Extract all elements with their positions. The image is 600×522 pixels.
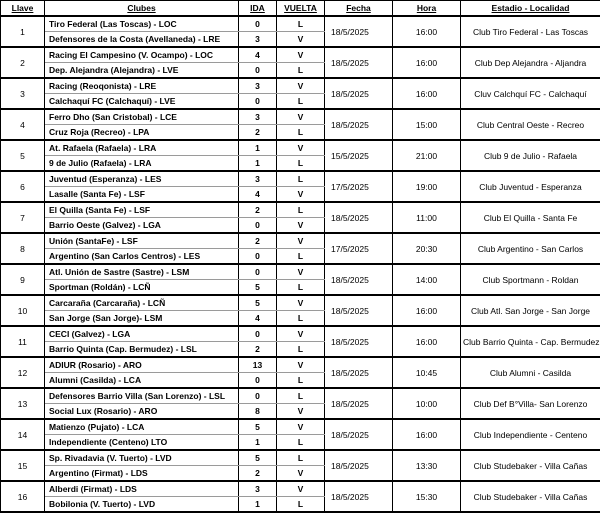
ida-score: 4 [239,187,277,203]
match-date: 18/5/2025 [325,388,393,419]
match-date: 18/5/2025 [325,326,393,357]
stadium-location: Club Studebaker - Villa Cañas [461,450,600,481]
ida-score: 3 [239,78,277,94]
match-time: 10:00 [393,388,461,419]
team-name: Bobilonia (V. Tuerto) - LVD [45,497,239,513]
vuelta-condition: V [277,187,325,203]
llave-number: 4 [1,109,45,140]
ida-score: 4 [239,311,277,327]
ida-score: 3 [239,109,277,125]
vuelta-condition: L [277,342,325,358]
header-row [1,1,600,17]
stadium-location: Club Central Oeste - Recreo [461,109,600,140]
team-name: Alumni (Casilda) - LCA [45,373,239,389]
team-name: Cruz Roja (Recreo) - LPA [45,125,239,141]
team-name: Racing El Campesino (V. Ocampo) - LOC [45,47,239,63]
match-row-home [1,171,600,187]
vuelta-condition: V [277,466,325,482]
ida-score: 0 [239,326,277,342]
llave-number: 16 [1,481,45,512]
stadium-location: Club Tiro Federal - Las Toscas [461,16,600,47]
vuelta-condition: V [277,419,325,435]
vuelta-condition: L [277,280,325,296]
ida-score: 5 [239,295,277,311]
stadium-location: Club Def B°Villa- San Lorenzo [461,388,600,419]
llave-number: 13 [1,388,45,419]
stadium-location: Club Studebaker - Villa Cañas [461,481,600,512]
match-row-home [1,109,600,125]
ida-score: 3 [239,32,277,48]
match-row-home [1,326,600,342]
vuelta-condition: L [277,156,325,172]
team-name: Sp. Rivadavia (V. Tuerto) - LVD [45,450,239,466]
llave-number: 15 [1,450,45,481]
match-time: 16:00 [393,78,461,109]
ida-score: 0 [239,63,277,79]
match-row-home [1,16,600,32]
stadium-location: Club Argentino - San Carlos [461,233,600,264]
match-row-home [1,295,600,311]
vuelta-condition: L [277,450,325,466]
match-time: 15:30 [393,481,461,512]
llave-number: 5 [1,140,45,171]
vuelta-condition: L [277,202,325,218]
ida-score: 0 [239,218,277,234]
match-row-home [1,450,600,466]
team-name: ADIUR (Rosario) - ARO [45,357,239,373]
ida-score: 5 [239,419,277,435]
vuelta-condition: L [277,16,325,32]
match-date: 15/5/2025 [325,140,393,171]
vuelta-condition: L [277,435,325,451]
ida-score: 1 [239,497,277,513]
vuelta-condition: L [277,373,325,389]
header-clubes: Clubes [45,1,239,17]
fixture-body [1,16,600,512]
vuelta-condition: V [277,218,325,234]
match-row-home [1,357,600,373]
match-row-home [1,47,600,63]
stadium-location: Club Sportmann - Roldan [461,264,600,295]
match-row-home [1,233,600,249]
team-name: Unión (SantaFe) - LSF [45,233,239,249]
llave-number: 12 [1,357,45,388]
ida-score: 1 [239,435,277,451]
match-time: 19:00 [393,171,461,202]
ida-score: 2 [239,466,277,482]
match-date: 18/5/2025 [325,109,393,140]
vuelta-condition: L [277,63,325,79]
vuelta-condition: L [277,311,325,327]
stadium-location: Club Atl. San Jorge - San Jorge [461,295,600,326]
llave-number: 9 [1,264,45,295]
match-time: 16:00 [393,47,461,78]
ida-score: 1 [239,140,277,156]
match-date: 17/5/2025 [325,171,393,202]
match-date: 18/5/2025 [325,47,393,78]
ida-score: 0 [239,373,277,389]
team-name: Racing (Reoqonista) - LRE [45,78,239,94]
ida-score: 3 [239,171,277,187]
vuelta-condition: V [277,78,325,94]
match-time: 14:00 [393,264,461,295]
match-time: 13:30 [393,450,461,481]
match-date: 18/5/2025 [325,419,393,450]
match-date: 18/5/2025 [325,202,393,233]
llave-number: 3 [1,78,45,109]
ida-score: 0 [239,249,277,265]
vuelta-condition: V [277,264,325,280]
llave-number: 10 [1,295,45,326]
team-name: Dep. Alejandra (Alejandra) - LVE [45,63,239,79]
match-time: 21:00 [393,140,461,171]
match-row-home [1,202,600,218]
vuelta-condition: V [277,295,325,311]
vuelta-condition: V [277,233,325,249]
match-row-home [1,419,600,435]
match-time: 16:00 [393,326,461,357]
stadium-location: Club Juventud - Esperanza [461,171,600,202]
stadium-location: Club El Quilla - Santa Fe [461,202,600,233]
match-date: 17/5/2025 [325,233,393,264]
match-date: 18/5/2025 [325,295,393,326]
ida-score: 0 [239,16,277,32]
llave-number: 11 [1,326,45,357]
team-name: Matienzo (Pujato) - LCA [45,419,239,435]
ida-score: 2 [239,342,277,358]
ida-score: 5 [239,280,277,296]
team-name: Sportman (Roldán) - LCÑ [45,280,239,296]
header-hora: Hora [393,1,461,17]
match-time: 11:00 [393,202,461,233]
team-name: San Jorge (San Jorge)- LSM [45,311,239,327]
llave-number: 1 [1,16,45,47]
vuelta-condition: V [277,357,325,373]
llave-number: 2 [1,47,45,78]
team-name: Independiente (Centeno) LTO [45,435,239,451]
match-row-home [1,388,600,404]
match-time: 15:00 [393,109,461,140]
ida-score: 2 [239,202,277,218]
match-time: 16:00 [393,295,461,326]
team-name: Tiro Federal (Las Toscas) - LOC [45,16,239,32]
stadium-location: Club Independiente - Centeno [461,419,600,450]
team-name: At. Rafaela (Rafaela) - LRA [45,140,239,156]
match-date: 18/5/2025 [325,264,393,295]
team-name: Social Lux (Rosario) - ARO [45,404,239,420]
match-row-home [1,140,600,156]
llave-number: 7 [1,202,45,233]
team-name: 9 de Julio (Rafaela) - LRA [45,156,239,172]
match-date: 18/5/2025 [325,481,393,512]
match-row-home [1,264,600,280]
header-fecha: Fecha [325,1,393,17]
ida-score: 0 [239,388,277,404]
vuelta-condition: L [277,125,325,141]
vuelta-condition: V [277,47,325,63]
match-time: 10:45 [393,357,461,388]
ida-score: 0 [239,264,277,280]
header-ida: IDA [239,1,277,17]
team-name: Argentino (Firmat) - LDS [45,466,239,482]
match-row-home [1,78,600,94]
vuelta-condition: L [277,497,325,513]
team-name: Barrio Quinta (Cap. Bermudez) - LSL [45,342,239,358]
match-date: 18/5/2025 [325,16,393,47]
header-estadio: Estadio - Localidad [461,1,600,17]
team-name: Juventud (Esperanza) - LES [45,171,239,187]
team-name: El Quilla (Santa Fe) - LSF [45,202,239,218]
llave-number: 6 [1,171,45,202]
team-name: Defensores de la Costa (Avellaneda) - LRE [45,32,239,48]
team-name: Defensores Barrio Villa (San Lorenzo) - LSL [45,388,239,404]
stadium-location: Cluv Calchquí FC - Calchaquí [461,78,600,109]
ida-score: 2 [239,125,277,141]
ida-score: 3 [239,481,277,497]
team-name: Ferro Dho (San Cristobal) - LCE [45,109,239,125]
match-row-home [1,481,600,497]
stadium-location: Club Alumni - Casilda [461,357,600,388]
ida-score: 1 [239,156,277,172]
vuelta-condition: V [277,109,325,125]
team-name: Atl. Unión de Sastre (Sastre) - LSM [45,264,239,280]
stadium-location: Club Dep Alejandra - Aljandra [461,47,600,78]
vuelta-condition: V [277,404,325,420]
match-time: 16:00 [393,419,461,450]
team-name: Barrio Oeste (Galvez) - LGA [45,218,239,234]
stadium-location: Club Barrio Quinta - Cap. Bermudez [461,326,600,357]
team-name: CECI (Galvez) - LGA [45,326,239,342]
ida-score: 5 [239,450,277,466]
ida-score: 4 [239,47,277,63]
header-llave: Llave [1,1,45,17]
header-vuelta: VUELTA [277,1,325,17]
vuelta-condition: V [277,326,325,342]
match-date: 18/5/2025 [325,357,393,388]
match-time: 20:30 [393,233,461,264]
team-name: Carcaraña (Carcaraña) - LCÑ [45,295,239,311]
team-name: Calchaquí FC (Calchaquí) - LVE [45,94,239,110]
llave-number: 14 [1,419,45,450]
ida-score: 8 [239,404,277,420]
ida-score: 2 [239,233,277,249]
match-date: 18/5/2025 [325,450,393,481]
vuelta-condition: L [277,388,325,404]
match-time: 16:00 [393,16,461,47]
vuelta-condition: V [277,32,325,48]
team-name: Argentino (San Carlos Centros) - LES [45,249,239,265]
match-date: 18/5/2025 [325,78,393,109]
stadium-location: Club 9 de Julio - Rafaela [461,140,600,171]
ida-score: 13 [239,357,277,373]
vuelta-condition: V [277,140,325,156]
vuelta-condition: L [277,171,325,187]
vuelta-condition: V [277,481,325,497]
team-name: Lasalle (Santa Fe) - LSF [45,187,239,203]
llave-number: 8 [1,233,45,264]
ida-score: 0 [239,94,277,110]
team-name: Alberdi (Firmat) - LDS [45,481,239,497]
vuelta-condition: L [277,94,325,110]
vuelta-condition: L [277,249,325,265]
